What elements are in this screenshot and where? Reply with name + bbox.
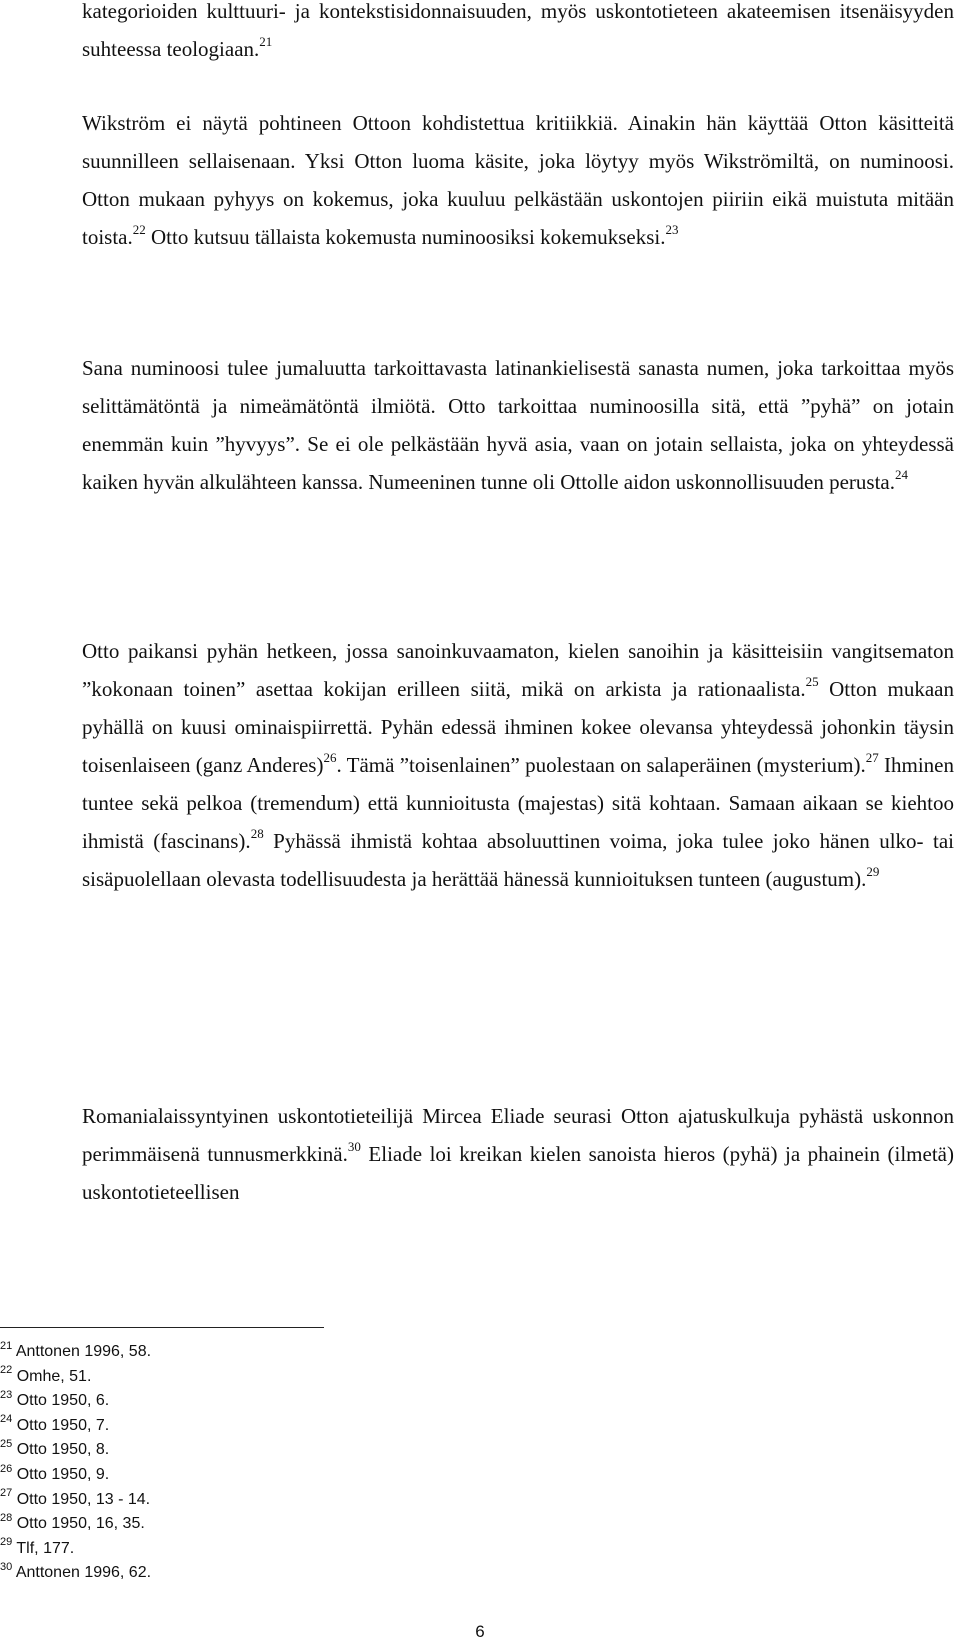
footnote-number: 29 <box>0 1536 13 1549</box>
text-run: Wikström ei näytä pohtineen Ottoon kohdistettua kritiikkiä. Ainakin hän käyttää Otton käsitteitä suunnilleen sellaisenaan. Yksi Otton luoma käsite, joka löytyy myös Wikströmiltä, on numinoosi. Otton mukaan pyhyys on kokemus, joka kuuluu pelkästään uskontojen piiriin eikä muistuta mitään toista. <box>82 111 954 249</box>
paragraph-text <box>82 632 954 898</box>
text-run: Pyhässä ihmistä kohtaa absoluuttinen voima, joka tulee joko hänen ulko- tai sisäpuolellaan olevasta todellisuudesta ja herättää hänessä kunnioituksen tunteen (augustum). <box>82 829 955 891</box>
paragraph-2 <box>82 104 954 256</box>
paragraph-1 <box>82 0 954 68</box>
text-run: Otton mukaan pyhällä on kuusi ominaispiirrettä. Pyhän edessä ihminen kokee olevansa yhteydessä johonkin täysin toisenlaiseen (ganz Anderes) <box>82 677 955 777</box>
footnote-number: 27 <box>0 1487 13 1500</box>
footnote-number: 26 <box>0 1462 13 1475</box>
text-run: Romanialaissyntyinen uskontotieteilijä Mircea Eliade seurasi Otton ajatuskulkuja pyhästä uskonnon perimmäisenä tunnusmerkkinä. <box>82 1104 954 1166</box>
footnote-text: Anttonen 1996, 58. <box>12 1343 152 1360</box>
paragraph-text <box>82 349 954 501</box>
footnote-number: 25 <box>0 1438 13 1451</box>
paragraph-5 <box>82 1097 954 1211</box>
footnote-text: Otto 1950, 13 - 14. <box>12 1490 151 1508</box>
page-number: 6 <box>475 1622 485 1641</box>
paragraph-4 <box>82 632 954 898</box>
footnote-reference[interactable]: 26 <box>323 750 337 765</box>
footnote-item <box>0 1389 151 1414</box>
footnote-text: Otto 1950, 8. <box>12 1441 110 1459</box>
footnote-text: Otto 1950, 6. <box>12 1392 110 1410</box>
footnote-reference[interactable]: 30 <box>347 1139 361 1154</box>
text-run: kategorioiden kulttuuri- ja kontekstisidonnaisuuden, myös uskontotieteen akateemisen itsenäisyyden suhteessa teologiaan. <box>82 0 954 61</box>
footnote-number: 23 <box>0 1388 13 1401</box>
paragraph-text <box>82 104 954 256</box>
footnote-text: Otto 1950, 9. <box>12 1465 110 1483</box>
footnote-reference[interactable]: 27 <box>865 750 879 765</box>
footnote-text: Tlf, 177. <box>12 1539 75 1557</box>
footnote-reference[interactable]: 24 <box>894 467 908 482</box>
footnote-number: 22 <box>0 1364 13 1377</box>
footnote-item <box>0 1365 151 1390</box>
footnote-text: Omhe, 51. <box>12 1367 92 1385</box>
footnote-text: Anttonen 1996, 62. <box>12 1564 152 1582</box>
paragraph-3 <box>82 349 954 501</box>
footnote-number: 28 <box>0 1511 13 1524</box>
footnotes <box>0 1340 151 1586</box>
footnote-reference[interactable]: 29 <box>866 864 880 879</box>
text-run: Ihminen tuntee sekä pelkoa (tremendum) että kunnioitusta (majestas) sitä kohtaan. Samaan aikaan se kiehtoo ihmistä (fascinans). <box>82 753 954 853</box>
footnote-item <box>0 1414 151 1439</box>
text-run: Eliade loi kreikan kielen sanoista hieros (pyhä) ja phainein (ilmetä) uskontotieteellisen <box>82 1142 954 1204</box>
footnote-item <box>0 1512 151 1537</box>
footnote-reference[interactable]: 23 <box>665 222 679 237</box>
footnote-reference[interactable]: 22 <box>132 222 146 237</box>
footnote-text: Otto 1950, 16, 35. <box>12 1515 145 1533</box>
footnote-number: 30 <box>0 1561 13 1574</box>
text-run: Sana numinoosi tulee jumaluutta tarkoittavasta latinankielisestä sanasta numen, joka tarkoittaa myös selittämätöntä ja nimeämätöntä ilmiötä. Otto tarkoittaa numinoosilla sitä, että ”pyhä” on jotain enemmän kuin ”hyvyys”. Se ei ole pelkästään hyvä asia, vaan on jotain sellaista, joka on yhteydessä kaiken hyvän alkulähteen kanssa. Numeeninen tunne oli Ottolle aidon uskonnollisuuden perusta. <box>82 356 954 494</box>
footnote-number: 21 <box>0 1339 13 1352</box>
text-run: Otto paikansi pyhän hetkeen, jossa sanoinkuvaamaton, kielen sanoihin ja käsitteisiin vangitsematon ”kokonaan toinen” asettaa kokijan erilleen siitä, mikä on arkista ja rationaalista. <box>82 639 954 701</box>
footnote-reference[interactable]: 25 <box>805 674 819 689</box>
footnote-reference[interactable]: 28 <box>250 826 264 841</box>
footnote-text: Otto 1950, 7. <box>12 1416 110 1434</box>
footnote-item <box>0 1438 151 1463</box>
text-run: Otto kutsuu tällaista kokemusta numinoosiksi kokemukseksi. <box>145 225 666 249</box>
footnote-item <box>0 1463 151 1488</box>
footnote-number: 24 <box>0 1413 13 1426</box>
footnote-item <box>0 1537 151 1562</box>
footnote-reference[interactable]: 21 <box>259 34 273 49</box>
footnote-item <box>0 1340 151 1365</box>
paragraph-text <box>82 0 954 68</box>
paragraph-text <box>82 1097 954 1211</box>
footnote-item <box>0 1561 151 1586</box>
text-run: . Tämä ”toisenlainen” puolestaan on salaperäinen (mysterium). <box>336 753 866 777</box>
footnote-item <box>0 1488 151 1513</box>
footnote-separator <box>0 1327 324 1328</box>
